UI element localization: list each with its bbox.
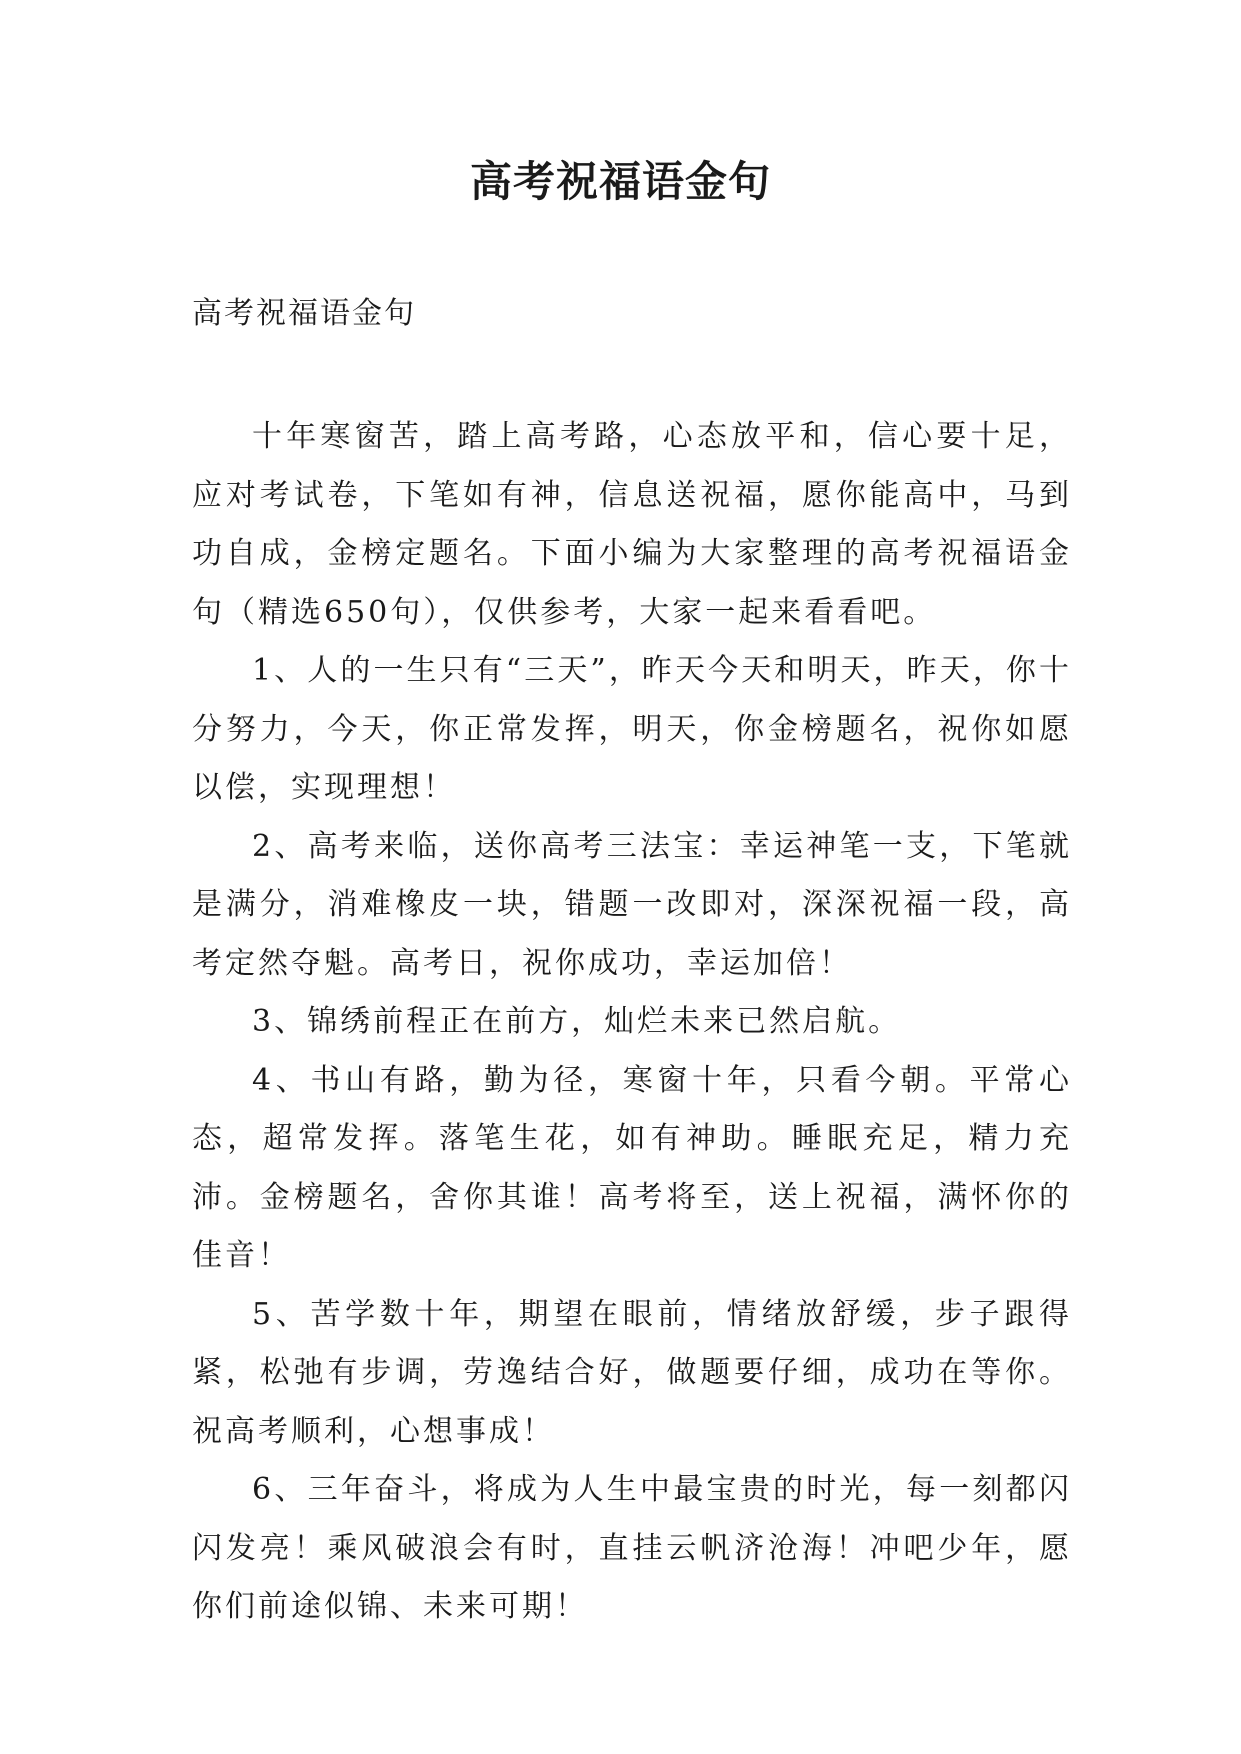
document-subtitle: 高考祝福语金句 xyxy=(192,296,416,331)
document-title: 高考祝福语金句 xyxy=(469,157,771,206)
document-body xyxy=(192,408,1072,1637)
blessing-item-2: 2、高考来临，送你高考三法宝：幸运神笔一支，下笔就是满分，消难橡皮一块，错题一改即对，深深祝福一段，高考定然夺魁。高考日，祝你成功，幸运加倍！ xyxy=(192,828,1072,981)
intro-paragraph: 十年寒窗苦，踏上高考路，心态放平和，信心要十足，应对考试卷，下笔如有神，信息送祝福，愿你能高中，马到功自成，金榜定题名。下面小编为大家整理的高考祝福语金句（精选650句），仅供参考，大家一起来看看吧。 xyxy=(192,419,1072,630)
blessing-item-6: 6、三年奋斗，将成为人生中最宝贵的时光，每一刻都闪闪发亮！乘风破浪会有时，直挂云帆济沧海！冲吧少年，愿你们前途似锦、未来可期！ xyxy=(192,1472,1072,1624)
blessing-item-4: 4、书山有路，勤为径，寒窗十年，只看今朝。平常心态，超常发挥。落笔生花，如有神助。睡眠充足，精力充沛。金榜题名，舍你其谁！高考将至，送上祝福，满怀你的佳音！ xyxy=(192,1062,1072,1273)
blessing-item-1: 1、人的一生只有“三天”，昨天今天和明天，昨天，你十分努力，今天，你正常发挥，明天，你金榜题名，祝你如愿以偿，实现理想！ xyxy=(192,653,1072,805)
blessing-item-3: 3、锦绣前程正在前方，灿烂未来已然启航。 xyxy=(252,1004,902,1039)
blessing-item-5: 5、苦学数十年，期望在眼前，情绪放舒缓，步子跟得紧，松弛有步调，劳逸结合好，做题要仔细，成功在等你。祝高考顺利，心想事成！ xyxy=(192,1296,1072,1449)
